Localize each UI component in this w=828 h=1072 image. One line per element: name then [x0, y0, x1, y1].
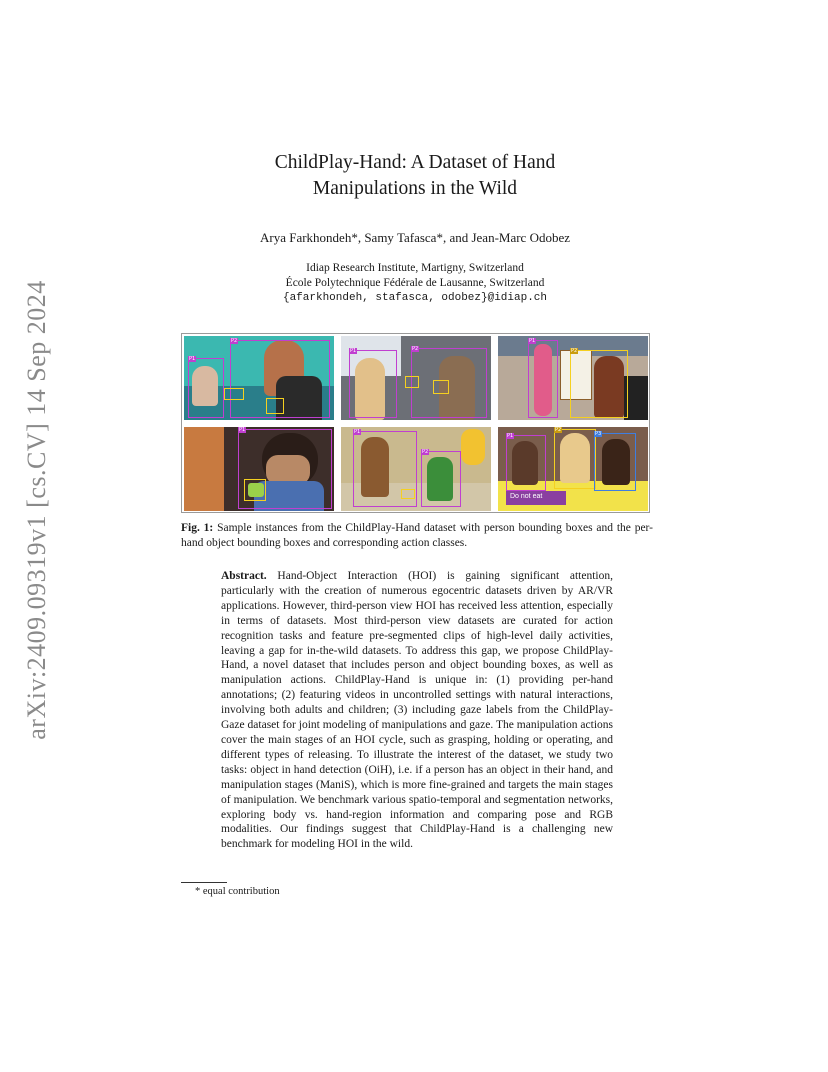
- panel-4: [184, 427, 334, 511]
- label-p1: P1: [350, 348, 357, 354]
- sign-text: Do not eat: [510, 493, 543, 500]
- label-p3: P3: [595, 431, 602, 437]
- paper-title: [180, 150, 650, 202]
- label-p1: P1: [507, 433, 514, 439]
- footnote: * equal contribution: [195, 886, 280, 897]
- arxiv-side-stamp: arXiv:2409.09319v1 [cs.CV] 14 Sep 2024: [22, 280, 51, 740]
- abstract: [221, 569, 613, 852]
- panel-2: [341, 336, 491, 420]
- affiliation-1: Idiap Research Institute, Martigny, Switzerland: [306, 262, 524, 274]
- caption-label: Fig. 1:: [181, 522, 214, 534]
- panel-5: [341, 427, 491, 511]
- abstract-text: Hand-Object Interaction (HOI) is gaining significant attention, particularly with the creation of numerous egocentric datasets driven by AR/VR applications. However, third-person view HOI has received less attention, especially in terms of datasets. Most third-person view datasets are curated for action recognition tasks and feature pre-segmented clips of high-level daily activities, leaving a gap for in-the-wild datasets. To address this gap, we propose ChildPlay-Hand, a novel dataset that includes person and object bounding boxes, as well as manipulation actions. ChildPlay-Hand is unique in: (1) providing per-hand annotations; (2) featuring videos in uncontrolled settings with natural interactions, involving both adults and children; (3) including gaze labels from the ChildPlay-Gaze dataset for joint modeling of manipulations and gaze. The manipulation actions cover the main stages of an HOI cycle, such as grasping, holding or operating, and different types of releasing. To illustrate the interest of the dataset, we study two tasks: object in hand detection (OiH), i.e. if a person has an object in their hand, and manipulation stages (ManiS), which is more fine-grained and targets the main stages of manipulation. We benchmark various spatio-temporal and segmentation networks, exploring body vs. hand-region information and comparing pose and RGB modalities. Our findings suggest that ChildPlay-Hand is a challenging new benchmark for modeling HOI in the wild.: [221, 570, 613, 851]
- author-list: Arya Farkhondeh*, Samy Tafasca*, and Jean-Marc Odobez: [259, 230, 571, 245]
- abstract-label: Abstract.: [221, 570, 267, 582]
- panel-1: [184, 336, 334, 420]
- panel-6: [498, 427, 648, 511]
- figure-caption: [181, 521, 653, 551]
- affiliations: [180, 261, 650, 306]
- label-p2: P2: [231, 338, 238, 344]
- panel-3: [498, 336, 648, 420]
- figure-1: [181, 333, 650, 513]
- label-p2: P2: [555, 427, 562, 433]
- title-line-2: Manipulations in the Wild: [312, 178, 518, 199]
- label-p1: P1: [189, 356, 196, 362]
- label-p2: P2: [571, 348, 578, 354]
- author-emails: {afarkhondeh, stafasca, odobez}@idiap.ch: [282, 292, 548, 304]
- label-p1: P1: [354, 429, 361, 435]
- title-line-1: ChildPlay-Hand: A Dataset of Hand: [274, 152, 556, 173]
- affiliation-2: École Polytechnique Fédérale de Lausanne, Switzerland: [285, 277, 545, 289]
- label-p1: P1: [239, 427, 246, 433]
- label-p2: P2: [412, 346, 419, 352]
- label-p2: P2: [422, 449, 429, 455]
- caption-text: Sample instances from the ChildPlay-Hand dataset with person bounding boxes and the per-hand object bounding boxes and corresponding action classes.: [181, 522, 653, 549]
- label-p1: P1: [529, 338, 536, 344]
- footnote-rule: [181, 882, 227, 883]
